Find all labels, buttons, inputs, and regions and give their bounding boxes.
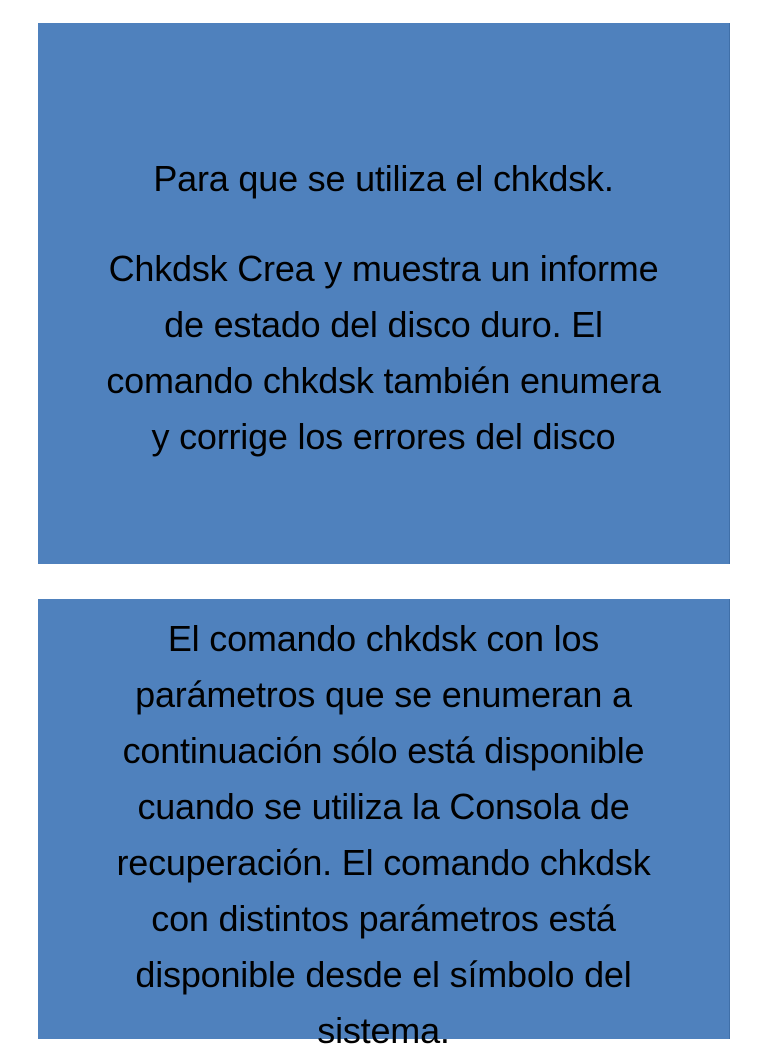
card-text-line: continuación sólo está disponible: [122, 730, 645, 771]
card-text-line: y corrige los errores del disco: [151, 416, 616, 457]
card-text-line: parámetros que se enumeran a: [135, 674, 632, 715]
card-text-line: recuperación. El comando chkdsk: [116, 842, 651, 883]
card-text-line: cuando se utiliza la Consola de: [137, 786, 630, 827]
chkdsk-purpose-card: [38, 23, 730, 564]
card-text-line: sistema.: [317, 1010, 450, 1051]
card-heading: Para que se utiliza el chkdsk.: [153, 158, 614, 199]
card-text-line: disponible desde el símbolo del: [135, 954, 632, 995]
chkdsk-parameters-card: [38, 599, 730, 1051]
card-text-line: El comando chkdsk con los: [167, 618, 600, 659]
card-text-line: comando chkdsk también enumera: [106, 360, 661, 401]
card-text-line: con distintos parámetros está: [151, 898, 616, 939]
card-text-line: Chkdsk Crea y muestra un informe: [108, 248, 659, 289]
card-text-line: de estado del disco duro. El: [164, 304, 603, 345]
